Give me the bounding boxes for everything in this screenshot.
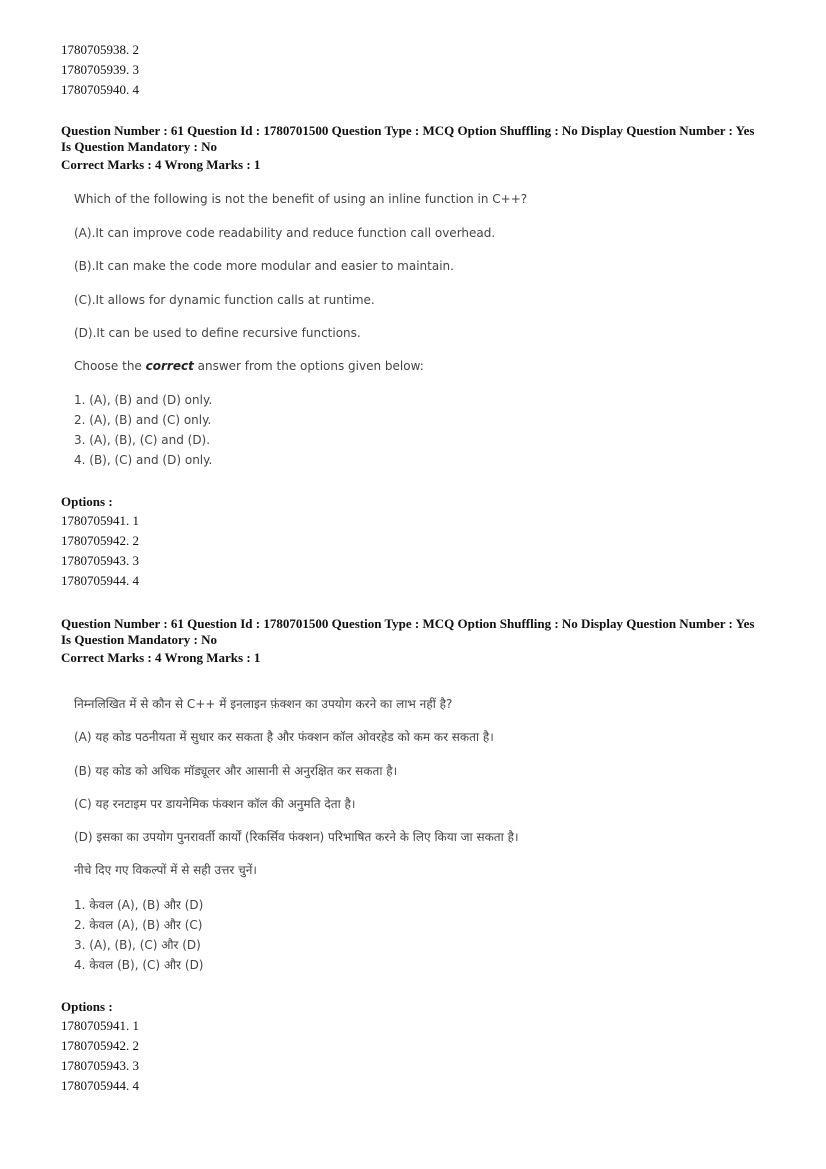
statement-c: (C) यह रनटाइम पर डायनेमिक फंक्शन कॉल की अनुमति देता है। — [74, 797, 356, 811]
statement-a: (A).It can improve code readability and reduce function call overhead. — [74, 226, 496, 240]
question-header: Question Number : 61 Question Id : 1780701500 Question Type : MCQ Option Shuffling : No Display Question Number : Yes — [61, 616, 755, 631]
statement-d: (D).It can be used to define recursive functions. — [74, 326, 361, 340]
options-label: Options : — [61, 494, 113, 509]
statement-a: (A) यह कोड पठनीयता में सुधार कर सकता है और फंक्शन कॉल ओवरहेड को कम कर सकता है। — [74, 730, 494, 744]
statement-b: (B).It can make the code more modular and easier to maintain. — [74, 259, 454, 273]
question-text: निम्नलिखित में से कौन से C++ में इनलाइन फ़ंक्शन का उपयोग करने का लाभ नहीं है? — [74, 697, 453, 711]
question-header: Question Number : 61 Question Id : 1780701500 Question Type : MCQ Option Shuffling : No Display Question Number : Yes — [61, 123, 755, 138]
answer-choice: 4. केवल (B), (C) और (D) — [74, 958, 204, 972]
answer-choice: 2. (A), (B) and (C) only. — [74, 413, 212, 427]
choose-instruction: नीचे दिए गए विकल्पों में से सही उत्तर चुनें। — [74, 863, 257, 877]
option-line: 1780705940. 4 — [61, 82, 139, 97]
option-line: 1780705943. 3 — [61, 1058, 139, 1073]
choose-instruction: Choose the correct answer from the options given below: — [74, 359, 424, 373]
marks-line: Correct Marks : 4 Wrong Marks : 1 — [61, 650, 261, 665]
option-line: 1780705941. 1 — [61, 513, 139, 528]
answer-choice: 3. (A), (B), (C) और (D) — [74, 938, 201, 952]
options-label: Options : — [61, 999, 113, 1014]
marks-line: Correct Marks : 4 Wrong Marks : 1 — [61, 157, 261, 172]
option-line: 1780705944. 4 — [61, 1078, 139, 1093]
question-text: Which of the following is not the benefit of using an inline function in C++? — [74, 192, 528, 206]
option-line: 1780705938. 2 — [61, 42, 139, 57]
option-line: 1780705942. 2 — [61, 1038, 139, 1053]
option-line: 1780705941. 1 — [61, 1018, 139, 1033]
option-line: 1780705943. 3 — [61, 553, 139, 568]
option-line: 1780705942. 2 — [61, 533, 139, 548]
answer-choice: 2. केवल (A), (B) और (C) — [74, 918, 203, 932]
answer-choice: 3. (A), (B), (C) and (D). — [74, 433, 211, 447]
question-mandatory: Is Question Mandatory : No — [61, 139, 218, 154]
statement-d: (D) इसका का उपयोग पुनरावर्ती कार्यों (रिकर्सिव फंक्शन) परिभाषित करने के लिए किया जा सकता है। — [74, 830, 519, 844]
answer-choice: 4. (B), (C) and (D) only. — [74, 453, 213, 467]
statement-b: (B) यह कोड को अधिक मॉड्यूलर और आसानी से अनुरक्षित कर सकता है। — [74, 764, 398, 778]
option-line: 1780705939. 3 — [61, 62, 139, 77]
option-line: 1780705944. 4 — [61, 573, 139, 588]
answer-choice: 1. (A), (B) and (D) only. — [74, 393, 213, 407]
question-mandatory: Is Question Mandatory : No — [61, 632, 218, 647]
answer-choice: 1. केवल (A), (B) और (D) — [74, 898, 204, 912]
statement-c: (C).It allows for dynamic function calls at runtime. — [74, 293, 375, 307]
